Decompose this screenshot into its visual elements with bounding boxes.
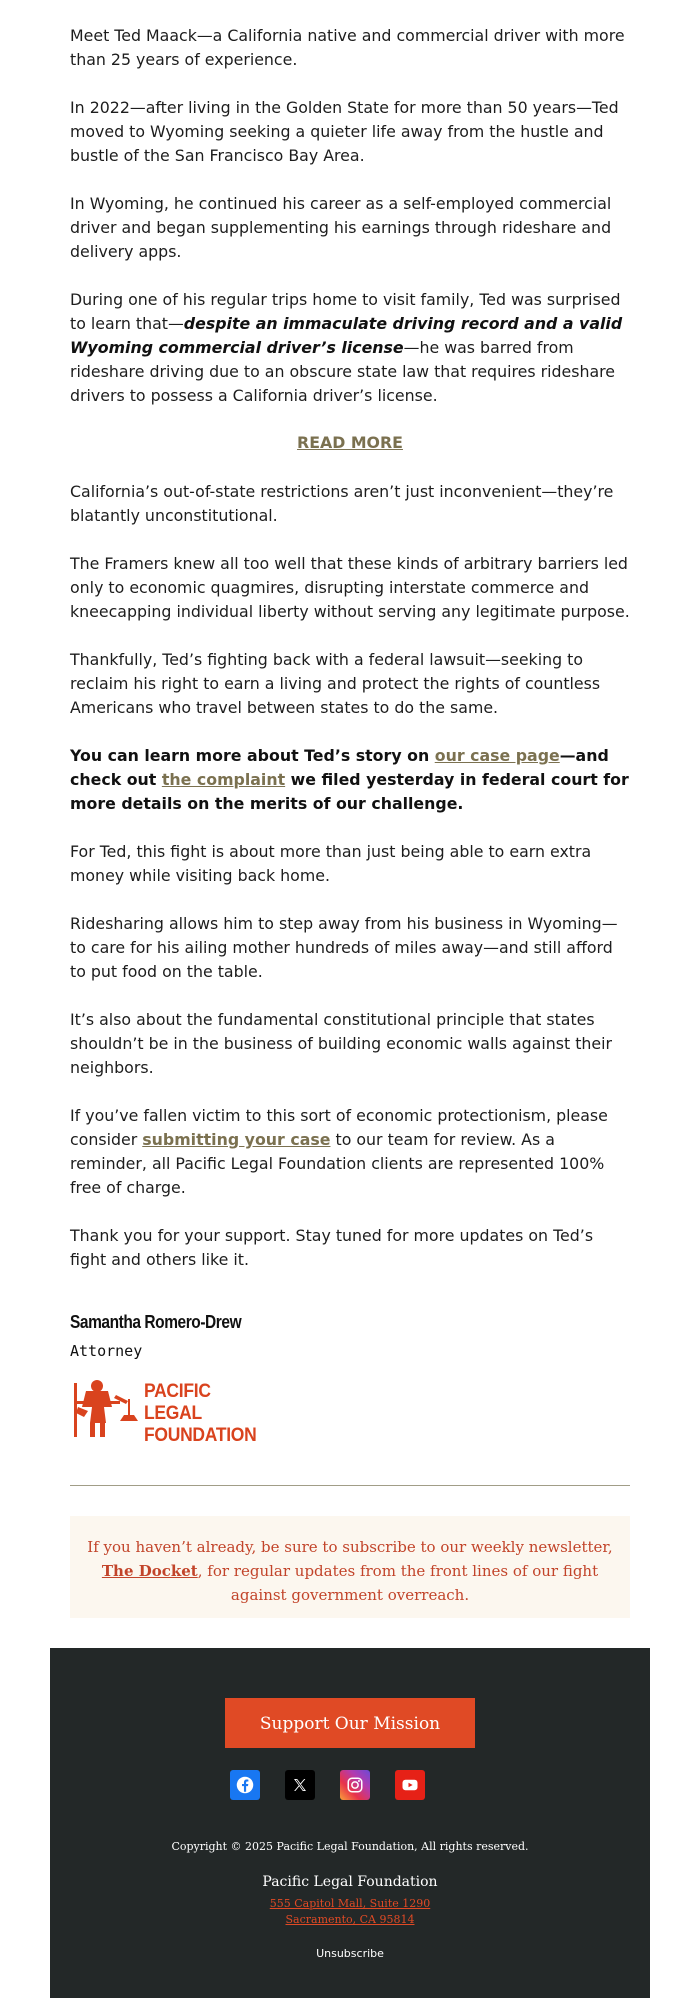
- paragraph-barred: [70, 288, 630, 408]
- case-page-link[interactable]: our case page: [434, 746, 560, 765]
- read-more-container: [70, 433, 630, 452]
- submit-case-text-a: If you’ve fallen victim to this sort of economic protectionism, please consider: [70, 1106, 608, 1149]
- x-link[interactable]: [285, 1770, 315, 1800]
- complaint-link[interactable]: the complaint: [161, 770, 286, 789]
- facebook-link[interactable]: [230, 1770, 260, 1800]
- newsletter-callout-text: [80, 1535, 620, 1607]
- unsubscribe-link[interactable]: Unsubscribe: [316, 1947, 384, 1960]
- org-name: Pacific Legal Foundation: [262, 1874, 438, 1890]
- the-docket-link[interactable]: The Docket: [101, 1562, 198, 1580]
- paragraph-barred-emphasis: despite an immaculate driving record and a valid Wyoming commercial driver’s license: [70, 314, 623, 357]
- support-our-mission-button[interactable]: Support Our Mission: [225, 1698, 475, 1748]
- footer: [50, 1648, 650, 1998]
- pacific-legal-foundation-logo[interactable]: [70, 1377, 270, 1446]
- callout-text-b: , for regular updates from the front lines of our fight against government overreach.: [197, 1562, 599, 1604]
- learn-more-text-c: we filed yesterday in federal court for more details on the merits of our challenge.: [70, 770, 629, 813]
- address-line-1-text: 555 Capitol Mall, Suite 1290: [269, 1897, 431, 1910]
- newsletter-callout: [70, 1516, 630, 1618]
- submit-case-link[interactable]: submitting your case: [142, 1130, 331, 1149]
- paragraph-submit-case: [70, 1104, 630, 1200]
- signature-title: Attorney: [70, 1342, 143, 1360]
- paragraph-thanks: Thank you for your support. Stay tuned for more updates on Ted’s fight and others like it.: [70, 1226, 594, 1269]
- logo-emblem-icon: [70, 1377, 142, 1439]
- paragraph-framers: The Framers knew all too well that these kinds of arbitrary barriers led only to economic quagmires, disrupting interstate commerce and kneecapping individual liberty without serving any legitimate purpose.: [70, 554, 630, 621]
- logo-line-2: FOUNDATION: [144, 1425, 257, 1446]
- paragraph-learn-more: [70, 744, 630, 816]
- paragraph-extra-money: For Ted, this fight is about more than just being able to earn extra money while visiting back home.: [70, 842, 592, 885]
- address-line-2[interactable]: [50, 1913, 650, 1926]
- youtube-icon: [401, 1776, 419, 1794]
- paragraph-unconstitutional: California’s out-of-state restrictions aren’t just inconvenient—they’re blatantly unconstitutional.: [70, 482, 614, 525]
- logo-wordmark: [144, 1381, 260, 1447]
- logo-line-1: PACIFIC LEGAL: [144, 1381, 211, 1424]
- instagram-link[interactable]: [340, 1770, 370, 1800]
- paragraph-principle: It’s also about the fundamental constitutional principle that states shouldn’t be in the business of building economic walls against their neighbors.: [70, 1010, 613, 1077]
- callout-text-a: If you haven’t already, be sure to subscribe to our weekly newsletter,: [87, 1538, 613, 1556]
- paragraph-2022-move: In 2022—after living in the Golden State for more than 50 years—Ted moved to Wyoming seeking a quieter life away from the hustle and bustle of the San Francisco Bay Area.: [70, 98, 619, 165]
- learn-more-text-b: —and check out: [70, 746, 609, 789]
- youtube-link[interactable]: [395, 1770, 425, 1800]
- learn-more-text-a: You can learn more about Ted’s story on: [70, 746, 435, 765]
- section-divider: [70, 1485, 630, 1486]
- signature-name: Samantha Romero-Drew: [70, 1312, 242, 1332]
- address-line-1[interactable]: [50, 1897, 650, 1910]
- x-icon: [292, 1777, 308, 1793]
- paragraph-wyoming: In Wyoming, he continued his career as a self-employed commercial driver and began supplementing his earnings through rideshare and delivery apps.: [70, 194, 612, 261]
- copyright-text: Copyright © 2025 Pacific Legal Foundation, All rights reserved.: [171, 1840, 529, 1853]
- paragraph-intro: Meet Ted Maack—a California native and commercial driver with more than 25 years of experience.: [70, 26, 625, 69]
- read-more-link[interactable]: READ MORE: [297, 433, 403, 452]
- paragraph-barred-text-a: During one of his regular trips home to visit family, Ted was surprised to learn that—: [70, 290, 621, 333]
- facebook-icon: [236, 1776, 254, 1794]
- paragraph-lawsuit: Thankfully, Ted’s fighting back with a federal lawsuit—seeking to reclaim his right to earn a living and protect the rights of countless Americans who travel between states to do the same.: [70, 650, 601, 717]
- address-line-2-text: Sacramento, CA 95814: [285, 1913, 415, 1926]
- paragraph-barred-text-c: —he was barred from rideshare driving due to an obscure state law that requires rideshare drivers to possess a California driver’s license.: [70, 338, 616, 405]
- submit-case-text-b: to our team for review. As a reminder, all Pacific Legal Foundation clients are represented 100% free of charge.: [70, 1130, 605, 1197]
- paragraph-ridesharing: Ridesharing allows him to step away from his business in Wyoming—to care for his ailing mother hundreds of miles away—and still afford to put food on the table.: [70, 914, 618, 981]
- instagram-icon: [346, 1776, 364, 1794]
